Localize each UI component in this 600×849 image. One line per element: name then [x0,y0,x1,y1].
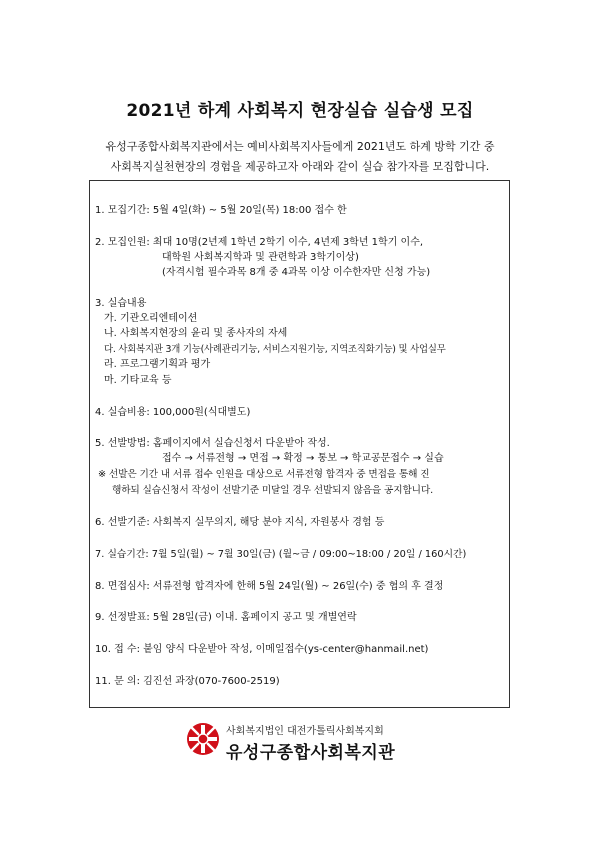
intro-line: 사회복지실천현장의 경험을 제공하고자 아래와 같이 실습 참가자를 모집합니다. [110,160,490,173]
item-criteria: 6. 선발기준: 사회복지 실무의지, 해당 분야 지식, 자원봉사 경험 등 [95,517,385,528]
item-selection-process: 접수 → 서류전형 → 면접 → 확정 → 통보 → 학교공문접수 → 실습 [162,453,444,464]
intro-paragraph [0,137,600,177]
item-interview: 8. 면접심사: 서류전형 합격자에 한해 5월 24일(월) ~ 26일(수) 중 협의 후 결정 [95,581,444,592]
item-content-d: 라. 프로그램기획과 평가 [104,359,211,370]
item-recruit-count-cont: 대학원 사회복지학과 및 관련학과 3학기이상) [162,252,359,263]
item-recruit-count-note: (자격시험 필수과목 8개 중 4과목 이상 이수한자만 신청 가능) [162,267,431,278]
footer-foundation: 사회복지법인 대전가톨릭사회복지회 [226,726,384,737]
item-selection-note-cont: 행하되 실습신청서 작성이 선발기준 미달일 경우 선발되지 않음을 공지합니다. [112,485,434,496]
item-content-a: 가. 기관오리엔테이션 [104,313,198,324]
item-period: 7. 실습기간: 7월 5일(월) ~ 7월 30일(금) (월~금 / 09:00~18:00 / 20일 / 160시간) [95,549,467,560]
item-contact: 11. 문 의: 김진선 과장(070-7600-2519) [95,676,280,687]
item-recruit-count: 2. 모집인원: 최대 10명(2년제 1학년 2학기 이수, 4년제 3학년 1학기 이수, [95,237,424,248]
item-selection-note: ※ 선발은 기간 내 서류 접수 인원을 대상으로 서류전형 합격자 중 면접을 통해 진 [98,469,430,480]
item-content-e: 마. 기타교육 등 [104,375,172,386]
item-recruit-period: 1. 모집기간: 5월 4일(화) ~ 5월 20일(목) 18:00 접수 한 [95,205,347,216]
item-content-c: 다. 사회복지관 3개 기능(사례관리기능, 서비스지원기능, 지역조직화기능) 및 사업실무 [104,344,446,355]
item-content-heading: 3. 실습내용 [95,298,147,309]
footer-organization: 유성구종합사회복지관 [226,743,396,763]
document-title: 2021년 하계 사회복지 현장실습 실습생 모집 [126,101,474,121]
item-content-b: 나. 사회복지현장의 윤리 및 종사자의 자세 [104,328,288,339]
catholic-welfare-logo-icon [186,722,220,756]
item-announcement: 9. 선정발표: 5월 28일(금) 이내. 홈페이지 공고 및 개별연락 [95,612,357,623]
intro-line: 유성구종합사회복지관에서는 예비사회복지사들에게 2021년도 하계 방학 기간 중 [105,140,495,153]
item-fee: 4. 실습비용: 100,000원(식대별도) [95,407,251,418]
item-selection-method: 5. 선발방법: 홈페이지에서 실습신청서 다운받아 작성. [95,438,330,449]
item-application: 10. 접 수: 붙임 양식 다운받아 작성, 이메일접수(ys-center@hanmail.net) [95,644,429,655]
